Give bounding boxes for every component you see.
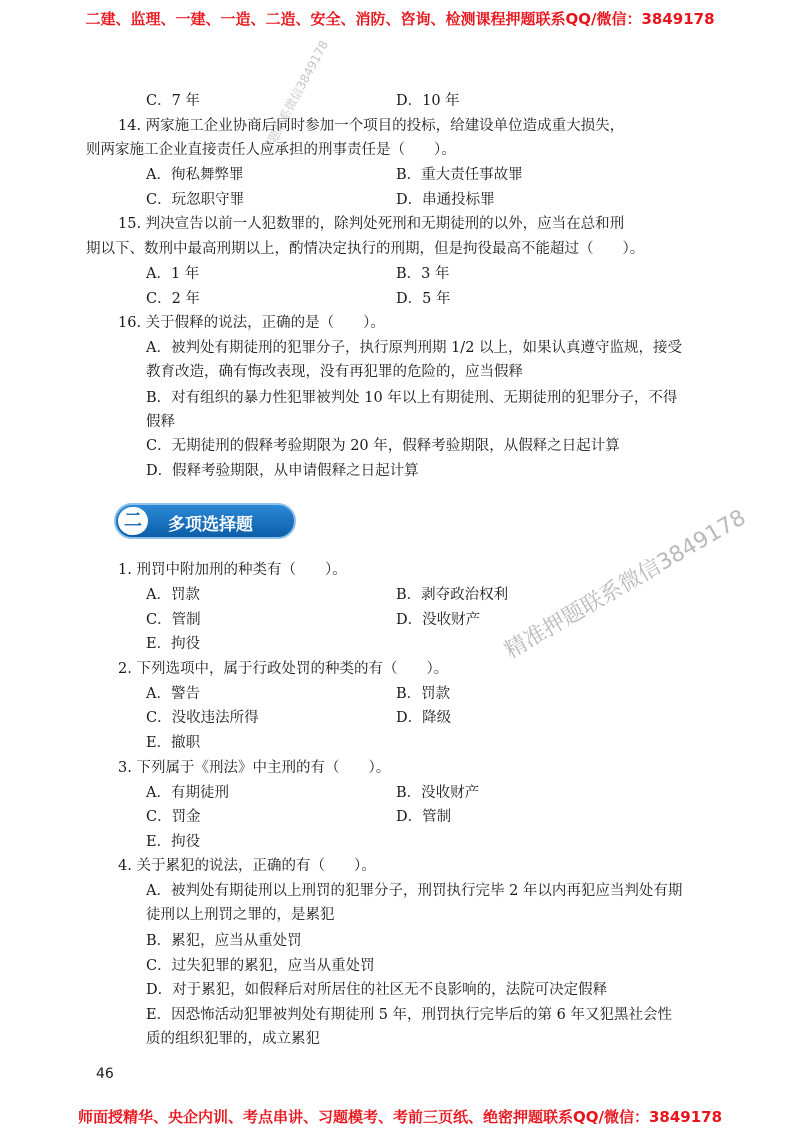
option-e: E．撤职 (146, 735, 201, 751)
question-14-line2: 则两家施工企业直接责任人应承担的刑事责任是（ ）。 (86, 142, 456, 158)
option-b: B．3 年 (396, 266, 450, 282)
option-c: C．2 年 (146, 291, 200, 307)
option-a: A．徇私舞弊罪 (146, 167, 244, 183)
question-15-line2: 期以下、数刑中最高刑期以上，酌情决定执行的刑期，但是拘役最高不能超过（ ）。 (86, 241, 645, 257)
option-a: A．罚款 (146, 587, 200, 603)
multi-question-3-stem: 3. 下列属于《刑法》中主刑的有（ ）。 (118, 760, 391, 776)
option-d: D．5 年 (396, 291, 451, 307)
option-b: B．重大责任事故罪 (396, 167, 523, 183)
multi-question-2-stem: 2. 下列选项中，属于行政处罚的种类的有（ ）。 (118, 661, 449, 677)
option-b: B．累犯，应当从重处罚 (146, 933, 302, 949)
page-number: 46 (96, 1066, 114, 1082)
option-c: C．没收违法所得 (146, 710, 259, 726)
question-15-line1: 15. 判决宣告以前一人犯数罪的，除判处死刑和无期徒刑的以外，应当在总和刑 (118, 216, 625, 232)
question-14-line1: 14. 两家施工企业协商后同时参加一个项目的投标，给建设单位造成重大损失， (118, 118, 625, 134)
option-c: C．无期徒刑的假释考验期限为 20 年，假释考验期限，从假释之日起计算 (146, 438, 620, 454)
option-d: D．降级 (396, 710, 452, 726)
option-b: B．对有组织的暴力性犯罪被判处 10 年以上有期徒刑、无期徒刑的犯罪分子，不得假释 (146, 390, 678, 430)
footer-banner: 师面授精华、央企内训、考点串讲、习题模考、考前三页纸、绝密押题联系QQ/微信：3849178 (77, 1108, 723, 1126)
section-title: 多项选择题 (168, 515, 253, 535)
option-d: D．串通投标罪 (396, 192, 495, 208)
watermark-small: 押题联系微信3849178 (259, 38, 332, 156)
option-d: D．对于累犯，如假释后对所居住的社区无不良影响的，法院可决定假释 (146, 982, 608, 998)
option-d: D．10 年 (396, 93, 460, 109)
multi-question-1-stem: 1. 刑罚中附加刑的种类有（ ）。 (118, 562, 347, 578)
option-c: C．过失犯罪的累犯，应当从重处罚 (146, 958, 375, 974)
option-c: C．7 年 (146, 93, 200, 109)
section-header (114, 503, 296, 539)
option-c: C．罚金 (146, 809, 201, 825)
option-c: C．玩忽职守罪 (146, 192, 245, 208)
option-b: B．罚款 (396, 686, 451, 702)
option-b: B．剥夺政治权利 (396, 587, 509, 603)
question-16-stem: 16. 关于假释的说法，正确的是（ ）。 (118, 315, 385, 331)
option-e: E．拘役 (146, 834, 201, 850)
option-a: A．被判处有期徒刑以上刑罚的犯罪分子，刑罚执行完毕 2 年以内再犯应当判处有期徒刑以上刑罚之罪的，是累犯 (146, 883, 683, 923)
multi-question-4-stem: 4. 关于累犯的说法，正确的有（ ）。 (118, 858, 376, 874)
option-d: D．假释考验期限，从申请假释之日起计算 (146, 463, 419, 479)
watermark-main: 精准押题联系微信3849178 (500, 505, 751, 664)
section-number-badge: 二 (118, 507, 148, 535)
option-a: A．警告 (146, 686, 200, 702)
option-e: E．拘役 (146, 636, 201, 652)
option-e: E．因恐怖活动犯罪被判处有期徒刑 5 年，刑罚执行完毕后的第 6 年又犯黑社会性质的组织犯罪的，成立累犯 (146, 1007, 672, 1047)
option-c: C．管制 (146, 612, 201, 628)
option-d: D．管制 (396, 809, 452, 825)
option-a: A．被判处有期徒刑的犯罪分子，执行原判刑期 1/2 以上，如果认真遵守监规，接受教育改造，确有悔改表现，没有再犯罪的危险的，应当假释 (146, 340, 683, 380)
option-b: B．没收财产 (396, 785, 480, 801)
option-a: A．1 年 (146, 266, 200, 282)
option-a: A．有期徒刑 (146, 785, 229, 801)
header-banner: 二建、监理、一建、一造、二造、安全、消防、咨询、检测课程押题联系QQ/微信：3849178 (85, 10, 715, 28)
option-d: D．没收财产 (396, 612, 481, 628)
